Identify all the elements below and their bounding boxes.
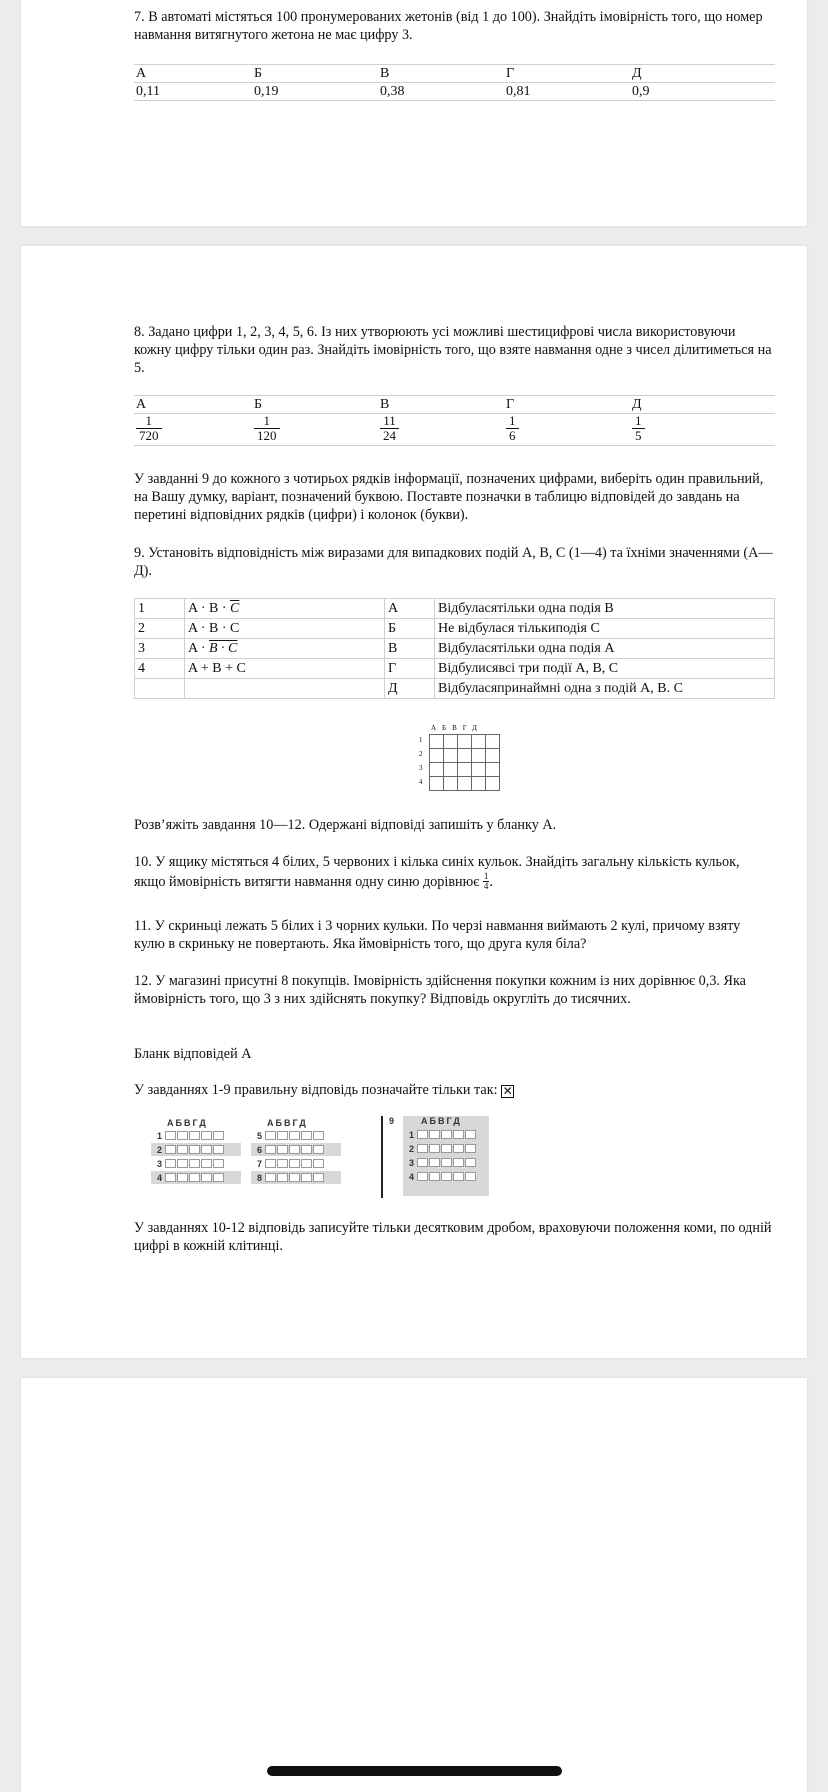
solve-instruction: Розв’яжіть завдання 10—12. Одержані відповіді запишіть у бланку А.	[134, 817, 557, 833]
row-letter: Б	[385, 619, 435, 639]
option-header: Г	[504, 396, 630, 414]
option-header: Б	[252, 65, 378, 83]
sample-header: АБВГД	[421, 1116, 462, 1126]
option-value: 0,19	[252, 83, 378, 101]
fraction	[506, 414, 519, 443]
row-letter: В	[385, 639, 435, 659]
answer-sheet-title: Бланк відповідей А	[134, 1046, 252, 1062]
table-row	[135, 659, 775, 679]
question-9-match-table	[134, 598, 775, 699]
answer-cells[interactable]	[429, 734, 500, 791]
row-letter: А	[385, 599, 435, 619]
table-row	[135, 619, 775, 639]
grid-row-number: 3	[419, 764, 423, 772]
expression: $A \cdot B \cdot \overline{C}$	[185, 599, 385, 619]
option-header: Д	[630, 396, 775, 414]
denominator: 6	[509, 428, 516, 443]
row-number: 2	[135, 619, 185, 639]
document-page-3	[21, 1378, 807, 1792]
sample-header: АБВГД	[167, 1118, 208, 1128]
option-header: А	[134, 396, 252, 414]
question-12-text: 12. У магазині присутні 8 покупців. Імовірність здійснення покупки кожним із них дорівнює 0,3. Яка ймовірність того, що 3 з них здійснять покупку? Відповідь округліть до тисячних.	[134, 973, 746, 1007]
option-value: 0,9	[630, 83, 775, 101]
table-row	[135, 599, 775, 619]
sample-label: 9	[389, 1116, 395, 1126]
row-number: 1	[135, 599, 185, 619]
fraction: $\frac{1}{4}$	[483, 871, 489, 891]
numerator: 1	[136, 414, 162, 429]
numerator: 1	[254, 414, 280, 429]
option-header: В	[378, 396, 504, 414]
row-letter: Г	[385, 659, 435, 679]
numerator: 1	[632, 414, 645, 429]
fraction	[632, 414, 645, 443]
expression: A + B + C	[185, 659, 385, 679]
numerator: 11	[380, 414, 399, 429]
form-divider	[381, 1116, 383, 1198]
fraction	[254, 414, 280, 443]
option-header: Д	[630, 65, 775, 83]
row-number	[135, 679, 185, 699]
sample-form-left: АБВГД 1 2 3 4	[151, 1118, 246, 1198]
option-header: А	[134, 65, 252, 83]
document-page-1	[21, 0, 807, 226]
denominator: 120	[257, 428, 277, 443]
mark-instruction-text: У завданнях 1-9 правильну відповідь позначайте тільки так:	[134, 1082, 498, 1098]
meaning: Відбуласяпринаймні одна з подій A, B. C	[435, 679, 775, 699]
sample-form-right: 9 АБВГД 1 2 3 4	[389, 1116, 489, 1196]
table-row	[134, 414, 775, 446]
table-row	[135, 679, 775, 699]
table-row	[134, 396, 775, 414]
meaning: Відбуласятільки одна подія B	[435, 599, 775, 619]
row-number: 4	[135, 659, 185, 679]
question-7-answer-table	[134, 64, 775, 101]
row-number: 3	[135, 639, 185, 659]
grid-row-number: 4	[419, 778, 423, 786]
mark-instruction	[134, 1081, 774, 1099]
row-letter: Д	[385, 679, 435, 699]
instruction-9: У завданні 9 до кожного з чотирьох рядків інформації, позначених цифрами, виберіть один правильний, на Вашу думку, варіант, позначений буквою. Поставте позначки в таблицю відповідей до завдань на перетині відповідних рядків (цифри) і колонок (букви).	[134, 471, 764, 523]
table-row	[135, 639, 775, 659]
meaning: Не відбулася тількиподія C	[435, 619, 775, 639]
option-header: Б	[252, 396, 378, 414]
question-7-text: 7. В автоматі містяться 100 пронумерованих жетонів (від 1 до 100). Знайдіть імовірність того, що номер навмання витягнутого жетона не має цифру 3.	[134, 9, 763, 43]
meaning: Відбулисявсі три події A, B, C	[435, 659, 775, 679]
table-row	[134, 65, 775, 83]
meaning: Відбуласятільки одна подія A	[435, 639, 775, 659]
option-header: Г	[504, 65, 630, 83]
home-indicator[interactable]	[267, 1766, 562, 1776]
denominator: 5	[635, 428, 642, 443]
numerator: 1	[506, 414, 519, 429]
expression: A · B · C	[185, 639, 385, 659]
table-row	[134, 83, 775, 101]
option-value: 0,38	[378, 83, 504, 101]
document-page-2	[21, 246, 807, 1358]
sample-form-middle: АБВГД 5 6 7 8	[251, 1118, 346, 1198]
grid-row-number: 2	[419, 750, 423, 758]
cross-mark-icon: ✕	[502, 1084, 513, 1098]
denominator: 24	[383, 428, 396, 443]
question-10-text: 10. У ящику містяться 4 білих, 5 червоних і кілька синіх кульок. Знайдіть загальну кількість кульок, якщо ймовірність витягти навмання одну синю дорівнює $\frac{1}{4}$ .	[134, 854, 740, 891]
question-9-answer-grid	[411, 724, 521, 804]
fraction	[380, 414, 399, 443]
sample-header: АБВГД	[267, 1118, 308, 1128]
option-value: 0,81	[504, 83, 630, 101]
question-11-text: 11. У скриньці лежать 5 білих і 3 чорних кульки. По черзі навмання виймають 2 кулі, причому взяту кулю в скриньку не повертають. Яка ймовірність того, що друга куля біла?	[134, 918, 741, 952]
expression	[185, 679, 385, 699]
decimal-instruction: У завданнях 10-12 відповідь записуйте тільки десятковим дробом, враховуючи положення коми, по одній цифрі в кожній клітинці.	[134, 1220, 772, 1254]
question-9-text: 9. Установіть відповідність між виразами для випадкових подій A, B, C (1—4) та їхніми значеннями (А—Д).	[134, 545, 773, 579]
expression: A · B · C	[185, 619, 385, 639]
fraction	[136, 414, 162, 443]
question-8-answer-table	[134, 395, 775, 446]
grid-header: АБВГД	[431, 724, 483, 732]
denominator: 720	[139, 428, 159, 443]
question-8-text: 8. Задано цифри 1, 2, 3, 4, 5, 6. Із них утворюють усі можливі шестицифрові числа використовуючи кожну цифру тільки один раз. Знайдіть імовірність того, що взяте навмання одне з чисел ділитиметься на 5.	[134, 324, 772, 376]
option-value: 0,11	[134, 83, 252, 101]
question-10-body: 10. У ящику містяться 4 білих, 5 червоних і кілька синіх кульок. Знайдіть загальну кількість кульок, якщо ймовірність витягти навмання одну синю дорівнює	[134, 854, 740, 890]
option-header: В	[378, 65, 504, 83]
grid-row-number: 1	[419, 736, 423, 744]
